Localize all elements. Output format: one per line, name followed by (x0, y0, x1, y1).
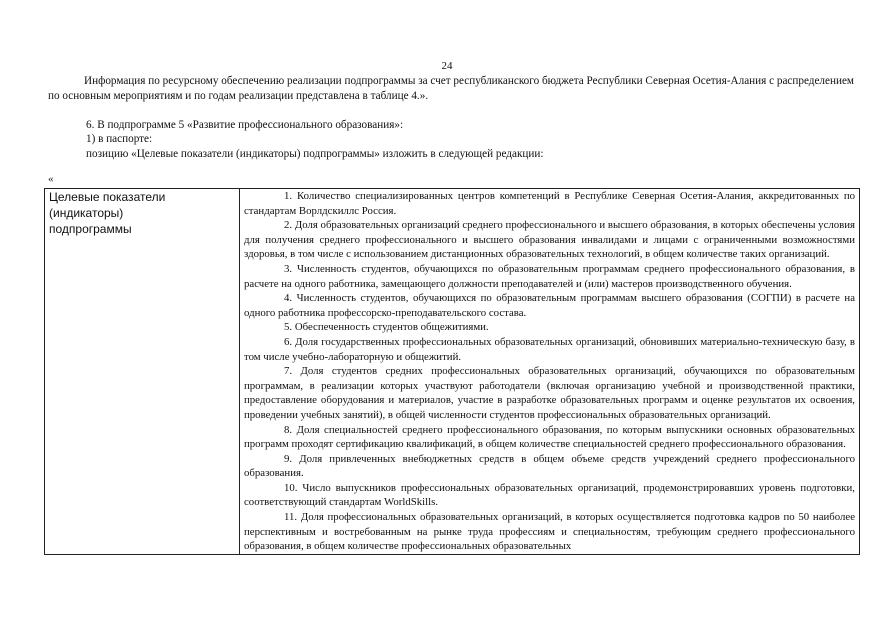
indicator-item (244, 481, 855, 510)
indicator-item (244, 364, 855, 422)
indicator-text: Доля профессиональных образовательных организаций, в которых осуществляется подготовка кадров по 50 наиболее перспективным и востребованным на рынке труда профессиям и специальностям, требующим среднего профессионального образования, в общем количестве профессиональных образовательных (244, 511, 855, 553)
page-number: 24 (441, 60, 453, 72)
indicator-number: 4. (284, 292, 293, 305)
indicator-text: Доля государственных профессиональных образовательных организаций, обновивших материально-техническую базу, в том числе учебно-лабораторную и общежитий. (244, 335, 855, 363)
table-row (45, 189, 860, 555)
indicator-text: Доля привлеченных внебюджетных средств в общем объеме средств учреждений среднего профессионального образования. (244, 452, 856, 480)
indicator-item (244, 218, 855, 262)
indicator-text: Доля специальностей среднего профессионального образования, по которым выпускники основных образовательных программ проходят сертификацию квалификаций, в общем количестве специальностей среднего профессионального образования. (244, 423, 856, 451)
indicator-number: 5. (284, 321, 293, 334)
indicator-item (244, 452, 855, 481)
instruction-text: позицию «Целевые показатели (индикаторы) подпрограммы» изложить в следующей редакции: (86, 148, 544, 160)
indicator-text: Доля образовательных организаций среднего профессионального и высшего образования, в которых обеспечены условия для получения среднего профессионального и высшего образования инвалидами и лицами с ограниченными возможностями здоровья, в том числе с использованием дистанционных образовательных технологий, в общем количестве таких организаций. (244, 219, 855, 261)
label-line: подпрограммы (49, 222, 132, 236)
indicator-item (244, 320, 855, 335)
indicator-number: 11. (284, 511, 298, 524)
indicator-text: Количество специализированных центров компетенций в Республике Северная Осетия-Алания, аккредитованных по стандартам Ворлдскиллс Россия. (244, 190, 856, 217)
table-content-cell (240, 189, 860, 555)
label-line: (индикаторы) (49, 206, 124, 220)
subsection-heading: 1) в паспорте: (86, 133, 153, 145)
indicator-item (244, 291, 855, 320)
indicator-item (244, 335, 855, 364)
indicator-number: 3. (284, 262, 293, 275)
indicator-number: 10. (284, 481, 298, 494)
indicator-text: Численность студентов, обучающихся по образовательным программам среднего профессионального образования, в расчете на одного работника, замещающего должности преподавателей и (или) мастеров производственного обучения. (244, 262, 856, 290)
indicator-number: 8. (284, 423, 293, 436)
label-line: Целевые показатели (49, 190, 166, 204)
indicator-number: 7. (284, 365, 293, 378)
indicators-table (44, 188, 860, 555)
indicator-text: Число выпускников профессиональных образовательных организаций, продемонстрировавших уровень подготовки, соответствующий стандартам WorldSkills. (244, 481, 855, 509)
indicator-item (244, 423, 855, 452)
indicator-item (244, 189, 855, 218)
table-label-cell (45, 189, 240, 555)
open-quote: « (48, 173, 54, 185)
indicator-number: 6. (284, 335, 293, 348)
section-heading: 6. В подпрограмме 5 «Развитие профессионального образования»: (86, 119, 404, 131)
indicator-number: 2. (284, 219, 293, 232)
indicator-number: 9. (284, 452, 293, 465)
indicator-text: Численность студентов, обучающихся по образовательным программам высшего образования (СОГПИ) в расчете на одного работника профессорско-преподавательского состава. (244, 292, 855, 319)
indicator-item (244, 510, 855, 554)
intro-paragraph: Информация по ресурсному обеспечению реализации подпрограммы за счет республиканского бюджета Республики Северная Осетия-Алания с распределением по основным мероприятиям и по годам реализации представлена в таблице 4.». (48, 75, 854, 102)
indicator-text: Обеспеченность студентов общежитиями. (294, 321, 489, 334)
indicator-item (244, 262, 855, 291)
indicator-number: 1. (284, 190, 293, 202)
indicator-text: Доля студентов средних профессиональных образовательных организаций, обучающихся по образовательным программам, в реализации которых участвуют работодатели (включая организацию учебной и производственной практики, предоставление оборудования и материалов, участие в разработке образовательных программ и оценке результатов их освоения, проведении учебных занятий), в общей численности студентов профессиональных образовательных организаций. (244, 365, 855, 421)
